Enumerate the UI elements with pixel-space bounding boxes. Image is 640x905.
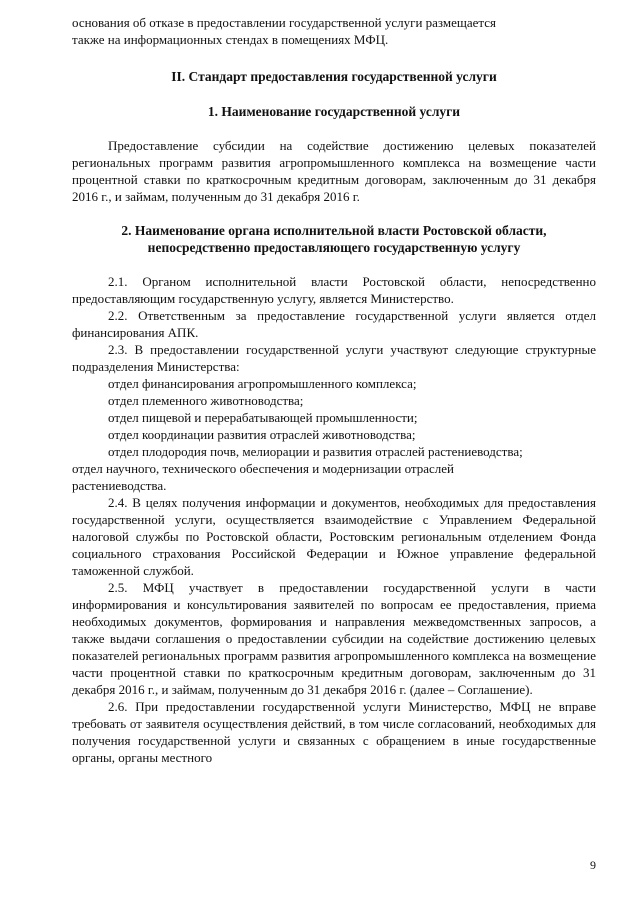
list-item: отдел племенного животноводства; xyxy=(108,393,304,408)
paragraph-2-6: 2.6. При предоставлении государственной услуги Министерство, МФЦ не вправе требовать от заявителя осуществления действий, в том числе согласований, необходимых для получения государственной услуги и связанных с обращением в иные государственные органы, органы местного xyxy=(72,699,596,765)
list-item: отдел пищевой и перерабатывающей промышленности; xyxy=(108,410,418,425)
paragraph-2-5: 2.5. МФЦ участвует в предоставлении государственной услуги в части информирования и консультирования заявителей по вопросам ее предоставления, приема необходимых документов, формирования и направления межведомственных запросов, а также выдачи соглашения о предоставлении субсидии на содействие достижению целевых показателей региональных программ развития агропромышленного комплекса на возмещение части процентной ставки по краткосрочным кредитным договорам, заключенным до 31 декабря 2016 г., и займам, полученным до 31 декабря 2016 г. (далее – Соглашение). xyxy=(72,580,596,697)
heading-1: 1. Наименование государственной услуги xyxy=(207,104,461,119)
intro-line-2: также на информационных стендах в помещениях МФЦ. xyxy=(72,32,389,47)
heading-2-line-1: 2. Наименование органа исполнительной власти Ростовской области, xyxy=(121,223,547,238)
page-number: 9 xyxy=(590,858,596,872)
paragraph-service-name: Предоставление субсидии на содействие достижению целевых показателей региональных программ развития агропромышленного комплекса на возмещение части процентной ставки по краткосрочным кредитным договорам, заключенным до 31 декабря 2016 г., и займам, полученным до 31 декабря 2016 г. xyxy=(72,138,596,204)
list-item: отдел финансирования агропромышленного комплекса; xyxy=(108,376,417,391)
paragraph-2-2: 2.2. Ответственным за предоставление государственной услуги является отдел финансирования АПК. xyxy=(72,308,596,340)
heading-2-line-2: непосредственно предоставляющего государственную услугу xyxy=(147,240,521,255)
section-title: II. Стандарт предоставления государственной услуги xyxy=(171,69,497,84)
departments-list xyxy=(72,375,596,460)
list-item: отдел координации развития отраслей животноводства; xyxy=(108,427,416,442)
paragraph-2-3-tail-1: отдел научного, технического обеспечения и модернизации отраслей xyxy=(72,461,455,476)
paragraph-2-3: 2.3. В предоставлении государственной услуги участвуют следующие структурные подразделения Министерства: xyxy=(72,342,596,374)
paragraph-2-4: 2.4. В целях получения информации и документов, необходимых для предоставления государственной услуги, осуществляется взаимодействие с Управлением Федеральной налоговой службы по Ростовской области, Ростовским региональным отделением Фонда социального страхования Российской Федерации и Южное управление федеральной таможенной службой. xyxy=(72,495,596,578)
paragraph-2-1: 2.1. Органом исполнительной власти Ростовской области, непосредственно предоставляющим государственную услугу, является Министерство. xyxy=(72,274,596,306)
intro-line-1: основания об отказе в предоставлении государственной услуги размещается xyxy=(72,15,497,30)
document-page xyxy=(72,14,596,766)
paragraph-2-3-tail-2: растениеводства. xyxy=(72,478,167,493)
list-item: отдел плодородия почв, мелиорации и развития отраслей растениеводства; xyxy=(108,444,523,459)
